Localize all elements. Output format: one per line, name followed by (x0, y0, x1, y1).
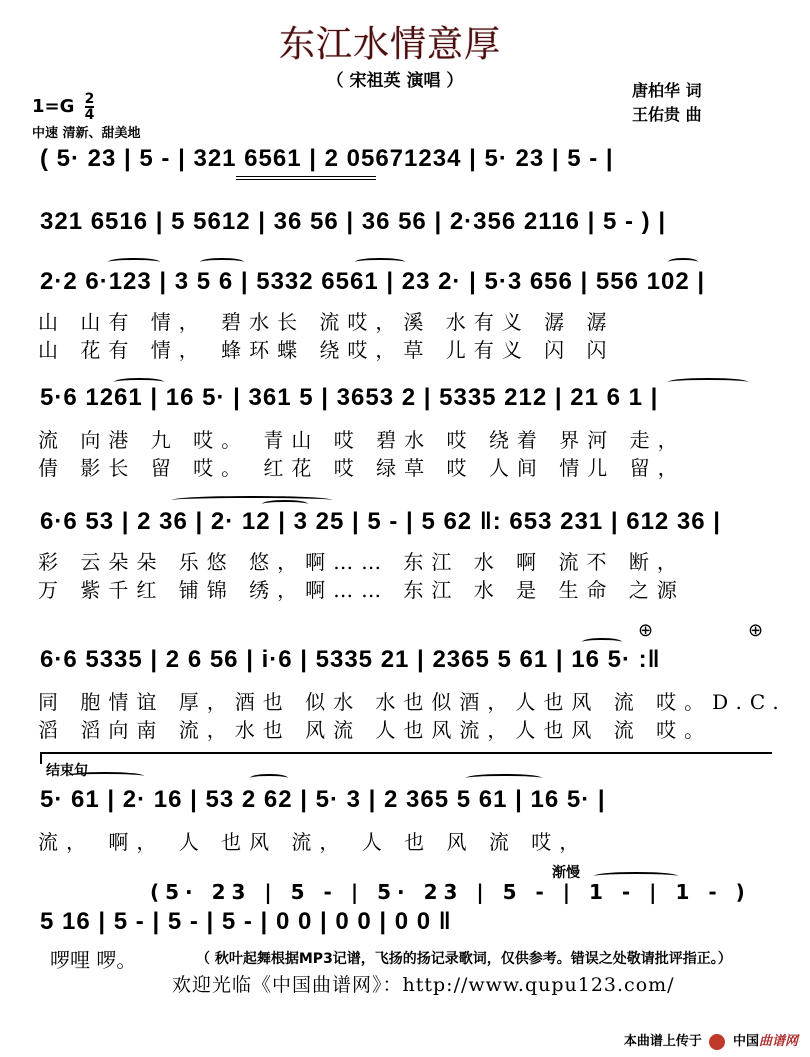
notation: 5 16 | 5 - | 5 - | 5 - | 0 0 | 0 0 | 0 0 ‖ (40, 908, 452, 935)
tempo-marking: 中速 清新、甜美地 (32, 126, 141, 141)
slur-mark (355, 258, 405, 266)
notation: ( 5· 23 | 5 - | 321 6561 | 2 05671234 | 5· 23 | 5 - | (40, 145, 614, 172)
coda-sign-icon: ⊕ (638, 620, 654, 641)
time-signature (85, 92, 95, 122)
ending-bracket (40, 752, 772, 764)
lyric-verse-1: 山 山有 情， 碧水长 流哎，溪 水有义 潺 潺 (38, 310, 615, 334)
lyric-verse-2: 倩 影长 留 哎。 红花 哎 绿草 哎 人间 情儿 留， (38, 456, 686, 480)
tempo-change-marking: 渐慢 (552, 865, 580, 881)
slur-mark (668, 378, 748, 386)
composer-credit: 王佑贵 曲 (632, 105, 702, 124)
slur-mark (668, 258, 698, 266)
notation: 321 6516 | 5 5612 | 36 56 | 36 56 | 2·356 2116 | 5 - ) | (40, 208, 667, 235)
slur-mark (114, 378, 164, 386)
song-title: 东江水情意厚 (278, 24, 501, 65)
lyric-verse-2: 山 花有 情， 蜂环蝶 绕哎，草 儿有义 闪 闪 (38, 338, 615, 362)
score-line-4 (32, 384, 770, 418)
score-line-ending (32, 786, 770, 820)
key-label: 1=G (32, 96, 75, 117)
ending-label: 结束句 (46, 763, 88, 779)
score-line-1 (32, 145, 770, 179)
slur-mark (172, 496, 332, 504)
lyric-verse-1: 彩 云朵朵 乐悠 悠，啊…… 东江 水 啊 流不 断， (38, 550, 685, 574)
lyric-verse-2: 滔 滔向南 流，水也 风流 人也风流，人也风 流 哎。 (38, 718, 713, 742)
score-line-3 (32, 268, 770, 302)
slur-mark (108, 258, 160, 266)
slur-mark (66, 772, 144, 780)
notation: 6·6 53 | 2 36 | 2· 12 | 3 25 | 5 - | 5 62 ‖: 653 231 | 612 36 | (40, 508, 722, 535)
slur-mark (200, 258, 244, 266)
lyric-verse-2: 万 紫千红 铺锦 绣，啊…… 东江 水 是 生命 之源 (38, 578, 685, 602)
slur-mark (262, 500, 308, 508)
key-signature (32, 92, 94, 122)
logo-text-red: 曲谱网 (758, 1034, 798, 1049)
lyric-verse-1: 同 胞情谊 厚，酒也 似水 水也似酒，人也风 流 哎。D.C. (38, 690, 787, 714)
score-line-outro (32, 908, 770, 942)
lyric-ending: 流， 啊， 人 也风 流， 人 也 风 流 哎， (38, 830, 588, 854)
logo-text-black: 中国 (732, 1034, 759, 1049)
notation: 5· 61 | 2· 16 | 53 2 62 | 5· 3 | 2 365 5 61 | 16 5· | (40, 786, 606, 813)
time-signature-denominator: 4 (84, 107, 95, 123)
coda-sign-icon: ⊕ (748, 620, 764, 641)
transcription-remark: （ 秋叶起舞根据MP3记谱，飞扬的扬记录歌词，仅供参考。错误之处敬请批评指正。） (196, 951, 732, 967)
slur-mark (594, 872, 678, 880)
lyricist-credit: 唐柏华 词 (632, 81, 702, 100)
upload-text: 本曲谱上传于 (623, 1034, 702, 1049)
final-lyric: 啰哩 啰。 (50, 948, 137, 972)
slur-mark (582, 638, 622, 646)
site-logo-icon (709, 1034, 725, 1050)
score-line-5 (32, 508, 770, 542)
upload-source (624, 1030, 798, 1050)
time-signature-numerator: 2 (84, 91, 95, 107)
score-line-2 (32, 208, 770, 242)
singer-credit: （ 宋祖英 演唱 ） (326, 71, 464, 91)
lyric-verse-1: 流 向港 九 哎。 青山 哎 碧水 哎 绕着 界河 走， (38, 428, 686, 452)
welcome-url-line: 欢迎光临《中国曲谱网》：http://www.qupu123.com/ (172, 974, 675, 996)
accompaniment-line: (5· 23 | 5 - | 5· 23 | 5 - | 1 - | 1 - ) (150, 880, 751, 904)
notation: 5·6 1261 | 16 5· | 361 5 | 3653 2 | 5335 212 | 21 6 1 | (40, 384, 659, 411)
notation: 2·2 6·123 | 3 5 6 | 5332 6561 | 23 2· | 5·3 656 | 556 102 | (40, 268, 706, 295)
slur-mark (250, 774, 288, 782)
score-line-6 (32, 646, 770, 680)
slur-mark (466, 774, 542, 782)
notation: 6·6 5335 | 2 6 56 | i·6 | 5335 21 | 2365 5 61 | 16 5· :‖ (40, 646, 661, 673)
beam-underline (236, 176, 376, 180)
